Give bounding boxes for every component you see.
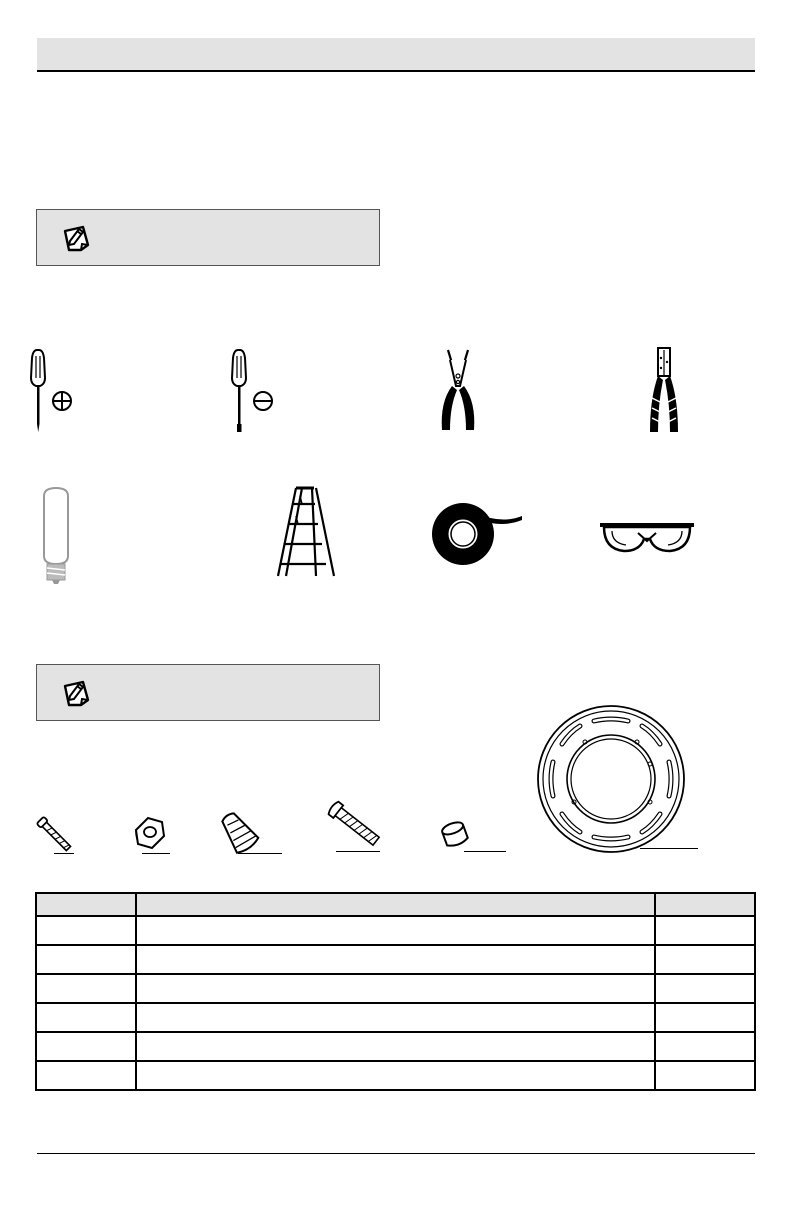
safety-glasses-icon: [598, 515, 696, 555]
step-ladder-icon: [274, 484, 338, 578]
hex-nut-icon: [128, 812, 170, 854]
table-cell: [655, 1032, 755, 1061]
part-label-line: [54, 853, 74, 854]
table-header-cell: [136, 893, 655, 916]
table-cell: [136, 974, 655, 1003]
table-row: [36, 1032, 755, 1061]
screw-icon: [32, 812, 78, 858]
part-label-line: [640, 848, 698, 849]
table-cell: [655, 945, 755, 974]
part-label-line: [336, 851, 380, 852]
electrical-tape-icon: [430, 500, 526, 568]
table-row: [36, 916, 755, 945]
table-cell: [655, 916, 755, 945]
table-header-row: [36, 893, 755, 916]
table-cell: [136, 945, 655, 974]
footer-divider: [37, 1153, 755, 1154]
table-row: [36, 945, 755, 974]
table-cell: [655, 1061, 755, 1090]
part-label-line: [238, 853, 282, 854]
table-cell: [655, 1003, 755, 1032]
note-pencil-icon: [61, 678, 93, 708]
table-cell: [36, 945, 136, 974]
hardware-note-box: [36, 664, 380, 721]
table-cell: [36, 916, 136, 945]
table-header-cell: [655, 893, 755, 916]
table-cell: [136, 916, 655, 945]
phillips-screwdriver-icon: [28, 348, 78, 434]
table-cell: [136, 1003, 655, 1032]
table-cell: [36, 1061, 136, 1090]
table-cell: [655, 974, 755, 1003]
wire-cutters-icon: [436, 346, 480, 434]
wire-connector-icon: [214, 810, 264, 856]
table-cell: [36, 1003, 136, 1032]
cap-nut-icon: [438, 818, 472, 852]
table-row: [36, 1003, 755, 1032]
mounting-plate-icon: [536, 704, 686, 854]
flathead-screwdriver-icon: [229, 348, 279, 434]
section-header-band: [37, 38, 755, 72]
note-pencil-icon: [61, 223, 93, 253]
table-cell: [36, 1032, 136, 1061]
table-row: [36, 1061, 755, 1090]
table-cell: [136, 1032, 655, 1061]
table-header-cell: [36, 893, 136, 916]
part-label-line: [142, 853, 170, 854]
light-bulb-icon: [36, 486, 76, 584]
table-row: [36, 974, 755, 1003]
table-cell: [136, 1061, 655, 1090]
parts-table: [35, 892, 756, 1091]
screw-icon: [324, 796, 384, 852]
tools-note-box: [36, 209, 380, 266]
part-label-line: [464, 851, 506, 852]
table-cell: [36, 974, 136, 1003]
wire-strippers-icon: [642, 346, 686, 434]
